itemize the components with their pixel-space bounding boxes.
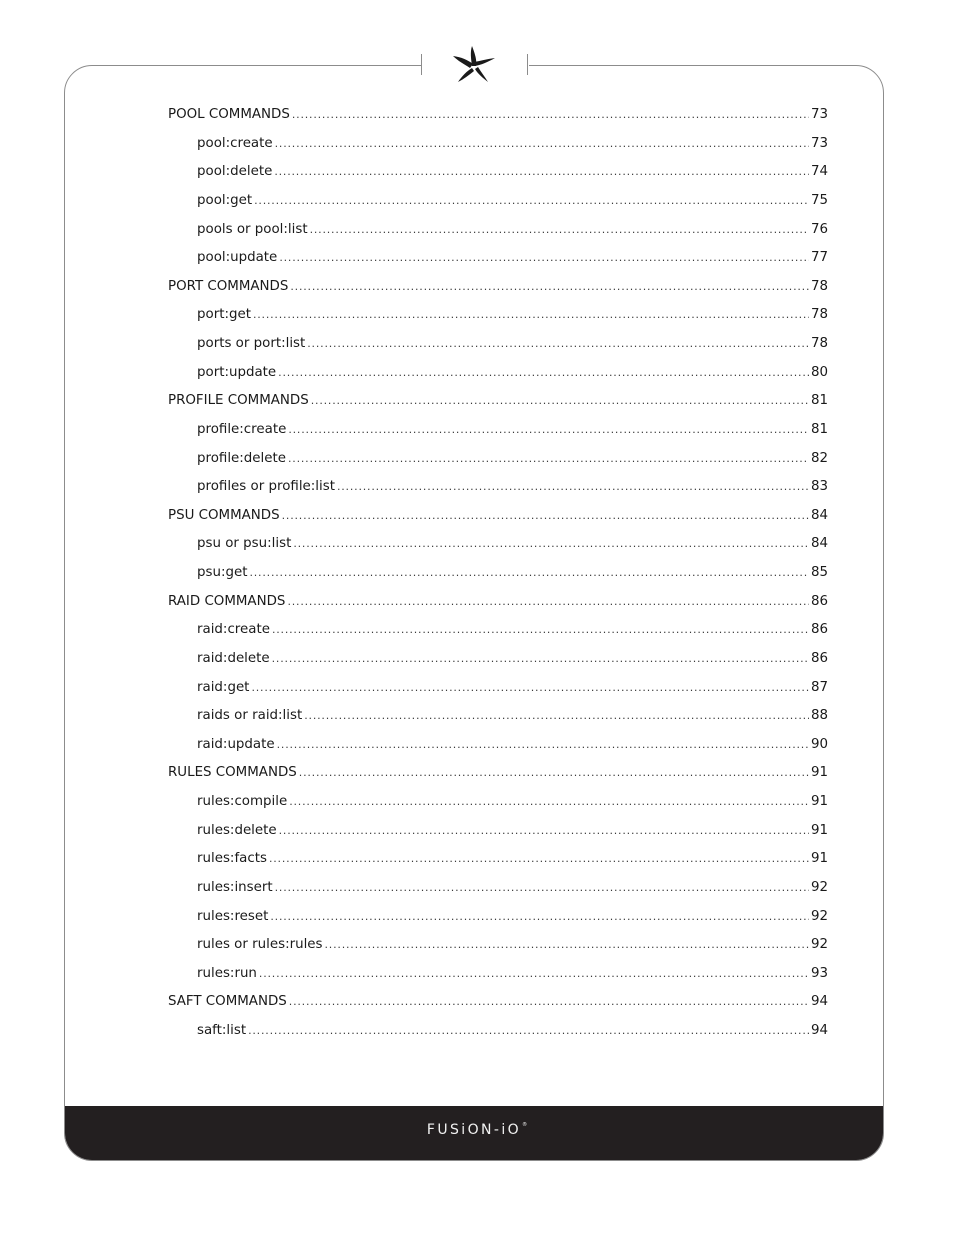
toc-entry-title: rules:reset [197, 908, 269, 924]
toc-entry-title: PORT COMMANDS [168, 278, 289, 294]
toc-entry[interactable] [168, 104, 828, 126]
toc-entry-page: 80 [810, 364, 828, 380]
toc-entry[interactable] [197, 304, 828, 326]
toc-entry-title: raids or raid:list [197, 708, 303, 724]
toc-entry-title: rules:insert [197, 879, 273, 895]
toc-dot-leader [270, 906, 809, 928]
toc-entry-title: rules:delete [197, 822, 277, 838]
toc-entry-title: profile:delete [197, 450, 286, 466]
toc-entry-page: 92 [810, 937, 828, 953]
toc-entry[interactable] [197, 419, 828, 441]
toc-dot-leader [251, 677, 809, 699]
toc-dot-leader [282, 505, 809, 527]
trademark-mark: ® [522, 1122, 528, 1128]
toc-entry[interactable] [168, 991, 828, 1013]
toc-entry-title: PROFILE COMMANDS [168, 393, 309, 409]
toc-entry-page: 85 [810, 565, 828, 580]
toc-entry[interactable] [168, 591, 828, 613]
toc-entry-title: pools or pool:list [197, 221, 308, 237]
toc-entry-page: 74 [810, 164, 828, 180]
toc-entry-title: psu or psu:list [197, 536, 292, 552]
toc-dot-leader [279, 820, 809, 842]
toc-dot-leader [288, 419, 809, 441]
toc-entry[interactable] [197, 161, 828, 183]
toc-entry[interactable] [197, 333, 828, 355]
toc-entry-page: 83 [810, 479, 828, 495]
toc-entry[interactable] [197, 219, 828, 241]
toc-entry-page: 84 [810, 507, 828, 523]
toc-entry[interactable] [197, 906, 828, 928]
toc-entry-page: 82 [810, 450, 828, 466]
toc-entry[interactable] [197, 533, 828, 555]
toc-dot-leader [279, 247, 809, 269]
toc-entry-page: 94 [810, 994, 828, 1010]
toc-entry[interactable] [197, 934, 828, 956]
toc-entry-page: 94 [810, 1023, 828, 1038]
toc-entry[interactable] [197, 448, 828, 470]
toc-entry[interactable] [197, 963, 828, 985]
toc-entry[interactable] [197, 820, 828, 842]
toc-entry-title: pool:update [197, 250, 278, 266]
toc-entry-title: raid:get [197, 679, 250, 695]
toc-entry-page: 78 [810, 307, 828, 323]
toc-dot-leader [325, 934, 809, 956]
toc-dot-leader [287, 591, 809, 613]
toc-dot-leader [299, 762, 809, 784]
toc-dot-leader [254, 190, 809, 212]
fusion-io-logo-icon [448, 42, 500, 88]
toc-entry-page: 91 [810, 822, 828, 838]
toc-dot-leader [290, 276, 809, 298]
toc-entry-page: 75 [810, 192, 828, 208]
toc-dot-leader [304, 705, 809, 727]
toc-entry[interactable] [168, 276, 828, 298]
toc-dot-leader [289, 991, 809, 1013]
toc-entry[interactable] [197, 791, 828, 813]
header-divider-left [421, 54, 422, 75]
toc-entry-title: RAID COMMANDS [168, 593, 286, 609]
toc-entry-page: 78 [810, 336, 828, 351]
toc-entry[interactable] [197, 677, 828, 699]
toc-entry[interactable] [197, 734, 828, 756]
toc-entry-title: pool:create [197, 135, 273, 151]
toc-entry[interactable] [197, 1020, 828, 1042]
toc-dot-leader [307, 333, 809, 355]
toc-entry-page: 87 [810, 679, 828, 695]
brand-wordmark: FUSiON-iO [426, 1122, 522, 1138]
toc-entry[interactable] [197, 877, 828, 899]
toc-entry[interactable] [197, 190, 828, 212]
toc-entry[interactable] [197, 848, 828, 870]
toc-entry-page: 84 [810, 536, 828, 552]
toc-entry-title: ports or port:list [197, 336, 306, 351]
toc-dot-leader [272, 619, 809, 641]
toc-entry-page: 78 [810, 278, 828, 294]
toc-dot-leader [292, 104, 809, 126]
toc-dot-leader [253, 304, 809, 326]
toc-entry-title: PSU COMMANDS [168, 507, 280, 523]
toc-dot-leader [278, 362, 809, 384]
toc-entry-page: 81 [810, 393, 828, 409]
toc-entry-page: 76 [810, 221, 828, 237]
toc-entry-page: 86 [810, 650, 828, 666]
toc-entry-title: rules:compile [197, 794, 288, 809]
toc-entry-page: 93 [810, 965, 828, 981]
toc-entry[interactable] [197, 705, 828, 727]
toc-dot-leader [289, 791, 809, 813]
toc-dot-leader [272, 648, 809, 670]
toc-dot-leader [277, 734, 809, 756]
toc-entry-page: 91 [810, 765, 828, 781]
toc-entry-title: RULES COMMANDS [168, 765, 297, 781]
toc-entry-title: raid:delete [197, 650, 270, 666]
toc-entry-title: port:update [197, 364, 277, 380]
toc-dot-leader [310, 219, 809, 241]
toc-entry-title: pool:delete [197, 164, 273, 180]
toc-entry[interactable] [168, 762, 828, 784]
toc-entry-page: 90 [810, 736, 828, 752]
toc-entry[interactable] [168, 390, 828, 412]
header-divider-right [527, 54, 528, 75]
toc-dot-leader [259, 963, 809, 985]
toc-dot-leader [269, 848, 809, 870]
toc-entry-title: saft:list [197, 1023, 247, 1038]
toc-entry-title: profiles or profile:list [197, 479, 335, 495]
toc-entry[interactable] [168, 505, 828, 527]
toc-entry-title: SAFT COMMANDS [168, 994, 287, 1010]
toc-entry-page: 91 [810, 794, 828, 809]
toc-entry[interactable] [197, 648, 828, 670]
footer-brand [0, 1122, 954, 1138]
toc-dot-leader [288, 448, 809, 470]
toc-entry-title: profile:create [197, 421, 287, 437]
toc-entry[interactable] [197, 133, 828, 155]
toc-entry[interactable] [197, 362, 828, 384]
toc-dot-leader [275, 877, 809, 899]
toc-entry-title: raid:create [197, 622, 270, 638]
toc-entry-page: 81 [810, 421, 828, 437]
toc-entry-title: rules:run [197, 965, 257, 981]
toc-entry[interactable] [197, 476, 828, 498]
toc-entry-title: rules:facts [197, 851, 267, 867]
toc-entry-page: 88 [810, 708, 828, 724]
toc-entry-title: rules or rules:rules [197, 937, 323, 953]
toc-entry[interactable] [197, 562, 828, 584]
toc-entry-title: port:get [197, 307, 251, 323]
toc-entry-page: 86 [810, 622, 828, 638]
toc-entry-title: raid:update [197, 736, 275, 752]
toc-entry-page: 86 [810, 593, 828, 609]
toc-entry-page: 77 [810, 250, 828, 266]
toc-entry[interactable] [197, 619, 828, 641]
toc-dot-leader [274, 161, 809, 183]
toc-entry-page: 73 [810, 107, 828, 122]
toc-entry-title: pool:get [197, 192, 253, 208]
toc-entry[interactable] [197, 247, 828, 269]
toc-entry-title: psu:get [197, 565, 248, 580]
toc-dot-leader [249, 562, 808, 584]
toc-entry-page: 73 [810, 135, 828, 151]
toc-entry-title: POOL COMMANDS [168, 107, 290, 122]
toc-dot-leader [311, 390, 809, 412]
toc-dot-leader [275, 133, 809, 155]
toc-entry-page: 91 [810, 851, 828, 867]
toc-dot-leader [337, 476, 809, 498]
toc-entry-page: 92 [810, 908, 828, 924]
toc-dot-leader [248, 1020, 809, 1042]
toc-dot-leader [293, 533, 809, 555]
toc-entry-page: 92 [810, 879, 828, 895]
